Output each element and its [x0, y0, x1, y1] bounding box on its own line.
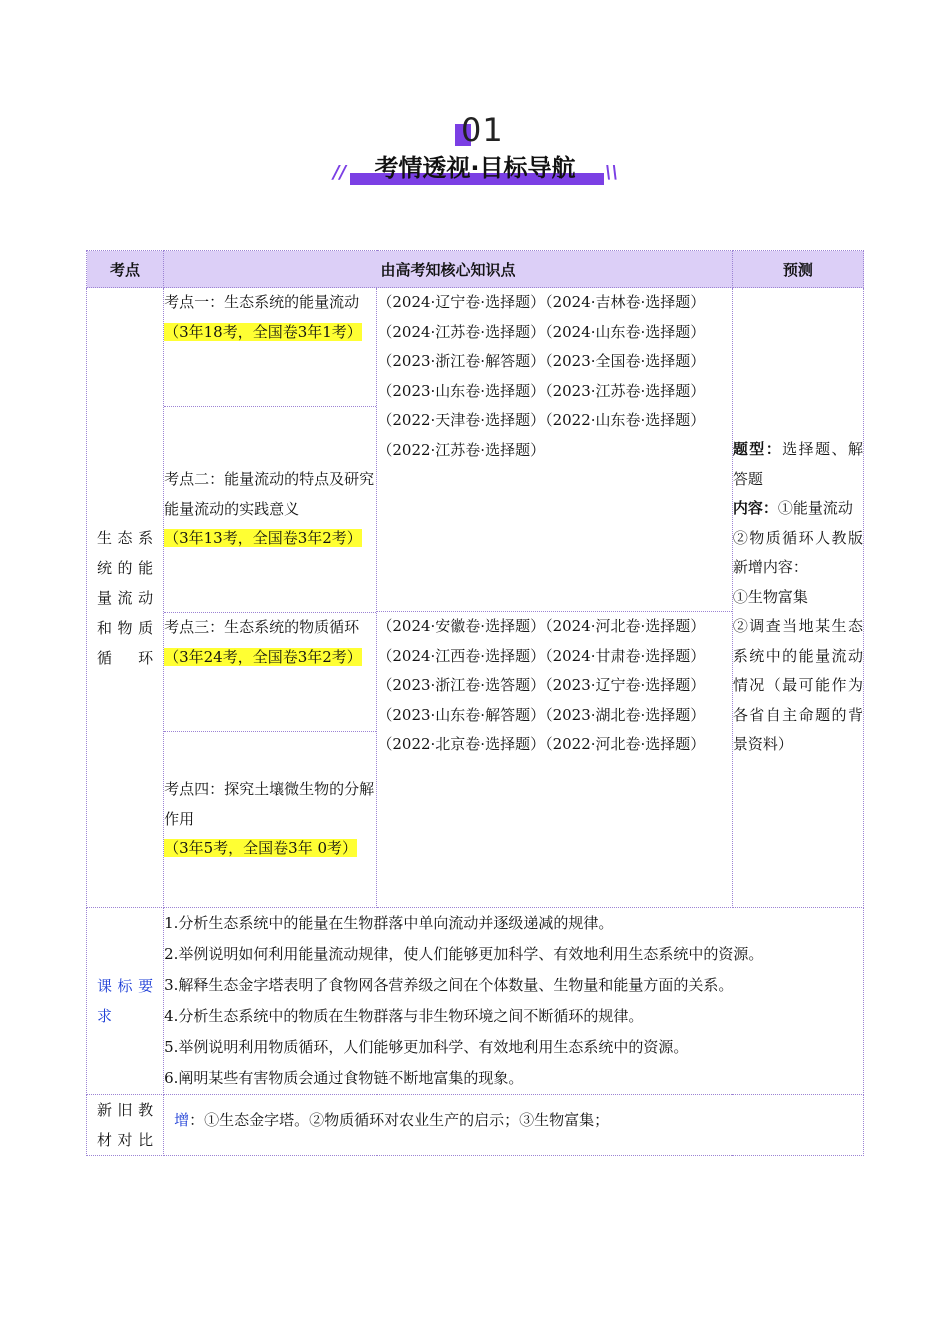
kaodian-3: 考点三：生态系统的物质循环 （3年24考，全国卷3年2考）: [164, 613, 376, 732]
list-item: 3.解释生态金字塔表明了食物网各营养级之间在个体数量、生物量和能量方面的关系。: [164, 976, 734, 994]
header-knowledge: 由高考知核心知识点: [164, 251, 733, 288]
prediction-cell: 题型：选择题、解答题 内容：①能量流动 ②物质循环人教版新增内容： ①生物富集 ②调查当地某生态系统中的能量流动情况（最可能作为各省自主命题的背景资料）: [732, 288, 863, 908]
kaodian-3-stat: （3年24考，全国卷3年2考）: [164, 647, 362, 666]
header-prediction: 预测: [732, 251, 863, 288]
list-item: （2024·辽宁卷·选择题）（2024·吉林卷·选择题）: [377, 293, 706, 311]
standards-label: 课标要求: [87, 908, 164, 1095]
list-item: 6.阐明某些有害物质会通过食物链不断地富集的现象。: [164, 1069, 524, 1087]
list-item: （2024·江西卷·选择题）（2024·甘肃卷·选择题）: [377, 646, 706, 665]
section-header: [0, 110, 950, 190]
right-slash-decoration: \\: [605, 162, 619, 183]
list-item: （2023·浙江卷·解答题）（2023·全国卷·选择题）: [377, 352, 706, 370]
list-item: 4.分析生态系统中的物质在生物群落与非生物环境之间不断循环的规律。: [164, 1007, 644, 1025]
kaodian-2: 考点二：能量流动的特点及研究能量流动的实践意义 （3年13考，全国卷3年2考）: [164, 407, 376, 613]
prediction-type-label: 题型：: [732, 440, 783, 459]
sources-group-b: [377, 612, 731, 906]
section-number-text: 01: [461, 111, 504, 149]
header-kaodian: 考点: [87, 251, 164, 288]
table-header-row: [87, 251, 864, 288]
list-item: （2023·浙江卷·选答题）（2023·辽宁卷·选择题）: [377, 676, 706, 694]
sources-column: [377, 288, 732, 908]
prediction-content-label: 内容：: [732, 499, 778, 518]
list-item: （2022·北京卷·选择题）（2022·河北卷·选择题）: [377, 735, 706, 753]
kaodian-4-stat: （3年5考，全国卷3年 0考）: [164, 839, 358, 858]
list-item: （2024·江苏卷·选择题）（2024·山东卷·选择题）: [377, 322, 706, 341]
list-item: 5.举例说明利用物质循环，人们能够更加科学、有效地利用生态系统中的资源。: [164, 1038, 689, 1056]
kaodian-1-stat: （3年18考，全国卷3年1考）: [164, 322, 362, 341]
standards-row: [87, 908, 864, 1095]
kaodian-4: 考点四：探究土壤微生物的分解作用 （3年5考，全国卷3年 0考）: [164, 780, 375, 858]
list-item: （2023·山东卷·选择题）（2023·江苏卷·选择题）: [377, 381, 706, 400]
section-title: 考情透视·目标导航: [374, 154, 576, 182]
compare-text: ：①生态金字塔。②物质循环对农业生产的启示；③生物富集；: [189, 1111, 610, 1129]
left-slash-decoration: //: [333, 162, 347, 183]
list-item: 2.举例说明如何利用能量流动规律，使人们能够更加科学、有效地利用生态系统中的资源。: [164, 945, 764, 963]
list-item: （2024·安徽卷·选择题）（2024·河北卷·选择题）: [377, 617, 706, 635]
list-item: （2023·山东卷·解答题）（2023·湖北卷·选择题）: [377, 705, 706, 724]
section-number: [455, 110, 515, 150]
list-item: （2022·天津卷·选择题）（2022·山东卷·选择题）: [377, 411, 706, 429]
sources-group-a: [377, 288, 731, 612]
compare-row: [87, 1095, 864, 1156]
standards-list: [164, 908, 864, 1095]
compare-cell: [164, 1095, 864, 1156]
topic-cell: 生态系统的能量流动和物质循环: [87, 288, 164, 908]
kaodian-2-stat: （3年13考，全国卷3年2考）: [164, 529, 362, 548]
kaodian-1: 考点一：生态系统的能量流动 （3年18考，全国卷3年1考）: [164, 288, 376, 407]
list-item: 1.分析生态系统中的能量在生物群落中单向流动并逐级递减的规律。: [164, 914, 614, 932]
exam-overview-table: [86, 250, 864, 1156]
kaodian-column: [164, 288, 377, 908]
main-row: [87, 288, 864, 908]
compare-prefix: 增: [174, 1111, 190, 1129]
list-item: （2022·江苏卷·选择题）: [377, 440, 546, 459]
compare-label: 新旧教材对比: [87, 1095, 164, 1156]
